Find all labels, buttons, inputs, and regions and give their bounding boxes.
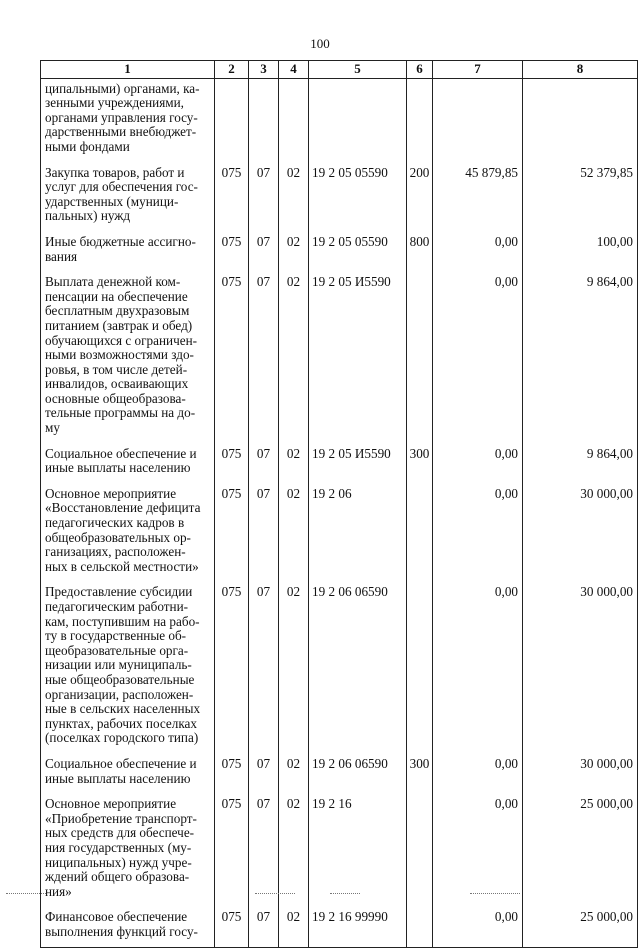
row-name-cell: Социальное обеспечение и иные выплаты населению	[41, 444, 215, 484]
subsection-code-cell: 02	[279, 907, 309, 948]
chapter-code-cell: 075	[215, 582, 249, 754]
subsection-code-cell: 02	[279, 444, 309, 484]
amount-col8-cell: 52 379,85	[523, 163, 638, 232]
section-code-cell: 07	[249, 272, 279, 444]
row-name-cell: Закупка товаров, работ и услуг для обеспечения гос- ударственных (муници- пальных) нужд	[41, 163, 215, 232]
expense-type-cell: 300	[407, 754, 433, 794]
chapter-code-cell: 075	[215, 163, 249, 232]
target-article-cell: 19 2 06	[309, 484, 407, 583]
amount-col7-cell: 0,00	[433, 272, 523, 444]
target-article-cell: 19 2 16 99990	[309, 907, 407, 948]
target-article-cell: 19 2 05 05590	[309, 163, 407, 232]
amount-col8-cell: 100,00	[523, 232, 638, 272]
section-code-cell: 07	[249, 582, 279, 754]
subsection-code-cell: 02	[279, 232, 309, 272]
column-header-4: 4	[279, 61, 309, 79]
table-row	[41, 754, 638, 794]
target-article-cell	[309, 78, 407, 162]
section-code-cell: 07	[249, 444, 279, 484]
chapter-code-cell: 075	[215, 907, 249, 948]
column-header-1: 1	[41, 61, 215, 79]
column-header-6: 6	[407, 61, 433, 79]
chapter-code-cell	[215, 78, 249, 162]
chapter-code-cell: 075	[215, 272, 249, 444]
page-number: 100	[310, 36, 330, 51]
table-row	[41, 794, 638, 907]
amount-col8-cell: 25 000,00	[523, 907, 638, 948]
chapter-code-cell: 075	[215, 484, 249, 583]
section-code-cell: 07	[249, 163, 279, 232]
expense-type-cell	[407, 78, 433, 162]
table-row	[41, 484, 638, 583]
row-name-cell: Предоставление субсидии педагогическим работни- кам, поступившим на рабо- ту в государственные об- щеобразовательные орга- низации или муниципаль- ные общеобразовательные организации, расположен- ные в сельских населенных пунктах, рабочих поселках (поселках городского типа)	[41, 582, 215, 754]
row-name-cell: Финансовое обеспечение выполнения функций госу-	[41, 907, 215, 948]
table-row	[41, 272, 638, 444]
chapter-code-cell: 075	[215, 232, 249, 272]
amount-col8-cell: 25 000,00	[523, 794, 638, 907]
row-name-cell: ципальными) органами, ка- зенными учреждениями, органами управления госу- дарственными внебюджет- ными фондами	[41, 78, 215, 162]
target-article-cell: 19 2 06 06590	[309, 754, 407, 794]
subsection-code-cell: 02	[279, 484, 309, 583]
subsection-code-cell: 02	[279, 754, 309, 794]
amount-col7-cell: 0,00	[433, 907, 523, 948]
subsection-code-cell: 02	[279, 582, 309, 754]
section-code-cell: 07	[249, 232, 279, 272]
expense-type-cell	[407, 907, 433, 948]
table-row	[41, 444, 638, 484]
amount-col8-cell: 30 000,00	[523, 484, 638, 583]
column-header-7: 7	[433, 61, 523, 79]
section-code-cell: 07	[249, 794, 279, 907]
table-row	[41, 78, 638, 162]
row-name-cell: Основное мероприятие «Приобретение транспорт- ных средств для обеспече- ния государственных (му- ниципальных) нужд учре- ждений общего образова- ния»	[41, 794, 215, 907]
amount-col8-cell: 9 864,00	[523, 444, 638, 484]
amount-col7-cell: 45 879,85	[433, 163, 523, 232]
row-name-cell: Социальное обеспечение и иные выплаты населению	[41, 754, 215, 794]
amount-col8-cell	[523, 78, 638, 162]
expense-type-cell	[407, 582, 433, 754]
expense-type-cell: 200	[407, 163, 433, 232]
expense-type-cell	[407, 484, 433, 583]
chapter-code-cell: 075	[215, 794, 249, 907]
section-code-cell: 07	[249, 754, 279, 794]
amount-col8-cell: 9 864,00	[523, 272, 638, 444]
column-header-3: 3	[249, 61, 279, 79]
chapter-code-cell: 075	[215, 754, 249, 794]
subsection-code-cell: 02	[279, 272, 309, 444]
table-row	[41, 582, 638, 754]
amount-col7-cell	[433, 78, 523, 162]
amount-col8-cell: 30 000,00	[523, 754, 638, 794]
target-article-cell: 19 2 05 И5590	[309, 272, 407, 444]
expense-type-cell: 300	[407, 444, 433, 484]
column-header-2: 2	[215, 61, 249, 79]
budget-table	[40, 60, 638, 948]
row-name-cell: Основное мероприятие «Восстановление дефицита педагогических кадров в общеобразовательных ор- ганизациях, расположен- ных в сельской местности»	[41, 484, 215, 583]
column-header-8: 8	[523, 61, 638, 79]
expense-type-cell	[407, 272, 433, 444]
target-article-cell: 19 2 05 И5590	[309, 444, 407, 484]
table-row	[41, 163, 638, 232]
amount-col7-cell: 0,00	[433, 232, 523, 272]
amount-col8-cell: 30 000,00	[523, 582, 638, 754]
table-header-row	[41, 61, 638, 79]
expense-type-cell	[407, 794, 433, 907]
subsection-code-cell: 02	[279, 163, 309, 232]
amount-col7-cell: 0,00	[433, 794, 523, 907]
target-article-cell: 19 2 05 05590	[309, 232, 407, 272]
row-name-cell: Выплата денежной ком- пенсации на обеспечение бесплатным двухразовым питанием (завтрак и обед) обучающихся с ограничен- ными возможностями здо- ровья, в том числе детей- инвалидов, осваивающих основные общеобразова- тельные программы на до- му	[41, 272, 215, 444]
row-name-cell: Иные бюджетные ассигно- вания	[41, 232, 215, 272]
section-code-cell: 07	[249, 907, 279, 948]
chapter-code-cell: 075	[215, 444, 249, 484]
target-article-cell: 19 2 06 06590	[309, 582, 407, 754]
section-code-cell	[249, 78, 279, 162]
target-article-cell: 19 2 16	[309, 794, 407, 907]
table-row	[41, 232, 638, 272]
subsection-code-cell: 02	[279, 794, 309, 907]
amount-col7-cell: 0,00	[433, 444, 523, 484]
amount-col7-cell: 0,00	[433, 754, 523, 794]
amount-col7-cell: 0,00	[433, 484, 523, 583]
subsection-code-cell	[279, 78, 309, 162]
section-code-cell: 07	[249, 484, 279, 583]
expense-type-cell: 800	[407, 232, 433, 272]
scan-edge-marks	[0, 893, 640, 899]
column-header-5: 5	[309, 61, 407, 79]
table-row	[41, 907, 638, 948]
amount-col7-cell: 0,00	[433, 582, 523, 754]
